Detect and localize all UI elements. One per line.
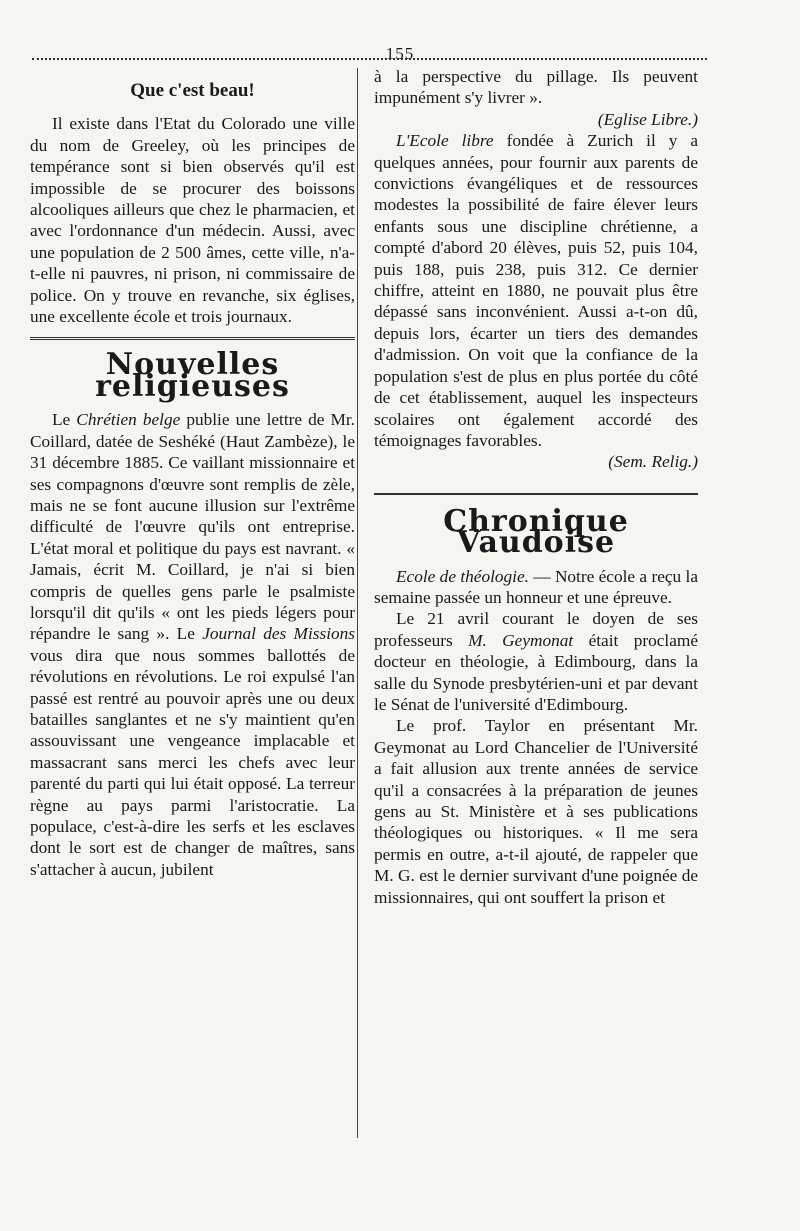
column-divider — [357, 68, 358, 1138]
article-geymonat — [374, 608, 698, 715]
article-ecole-theologie — [374, 566, 698, 609]
title-ecole-theologie: Ecole de théologie. — [396, 566, 529, 586]
heading-chronique-vaudoise: Chronique Vaudoise — [443, 503, 629, 561]
left-column — [30, 66, 355, 880]
attribution-sem-relig: (Sem. Relig.) — [608, 452, 698, 472]
text-run: vous dira que nous sommes ballottés de révolutions en révolutions. Le roi expulsé l'an passé est rentré au pouvoir après une ou deux batailles sanglantes et ne s'y maintient qu'en assouvissant une vengeance implacable et massacrant sans merci les chefs avec leur parenté du parti qui lui était opposé. La terreur règne au pays parmi l'aristocratie. La populace, c'est-à-dire les serfs et les esclaves dont le sort est de changer de maîtres, sans s'attacher à aucun, jubilent — [30, 645, 355, 879]
section-rule — [30, 337, 355, 340]
article-taylor: Le prof. Taylor en présentant Mr. Geymonat au Lord Chancelier de l'Université a fait allusion aux trente années de service qu'il a consacrées à la préparation de jeunes gens au St. Ministère et à ses publications théologiques ou historiques. « Il me sera permis en outre, a-t-il ajouté, de rappeler que M. G. est le dernier survivant d'une poignée de missionnaires, qui ont souffert la prison et — [374, 716, 698, 907]
article-ecole-libre — [374, 130, 698, 451]
title-ecole-libre: L'Ecole libre — [396, 131, 494, 151]
attribution-eglise-libre: (Eglise Libre.) — [597, 109, 698, 129]
article-greeley: Il existe dans l'Etat du Colorado une ville du nom de Greeley, où les principes de tempérance sont si bien observés qu'il est impossible de se procurer des boissons alcooliques ailleurs que chez le pharmacien, et avec l'ordonnance d'un médecin. Aussi, avec une population de 2 500 âmes, cette ville, n'a-t-elle ni pauvres, ni prison, ni commissaire de police. On y trouve en revanche, six églises, une excellente école et trois journaux. — [30, 114, 355, 327]
text-run: Le 21 avril courant le doyen de ses professeurs — [374, 609, 698, 650]
article-coillard — [30, 409, 355, 880]
text-run: — Notre école a reçu la semaine passée un honneur et une épreuve. — [374, 566, 698, 607]
text-run: Le — [52, 410, 77, 430]
heading-que-cest-beau: Que c'est beau! — [130, 80, 255, 101]
text-run: publie une lettre de Mr. Coillard, datée de Seshéké (Haut Zambèze), le 31 décembre 1885. Ce vaillant missionnaire et ses compagnons d'œuvre sont remplis de zèle, mais ne se font aucune illusion sur l'extrême difficulté de l'œuvre qu'ils ont entreprise. L'état moral et politique du pays est navrant. « Jamais, écrit M. Coillard, je n'ai si bien compris de quelles gens parle le psalmiste lorsqu'il dit qu'ils « ont les pieds légers pour répandre le sang ». Le — [30, 410, 356, 644]
name-geymonat: M. Geymonat — [468, 630, 574, 650]
section-rule-right — [374, 493, 698, 495]
source-chretien-belge: Chrétien belge — [76, 410, 181, 430]
right-column — [374, 66, 698, 908]
text-run: était proclamé docteur en théologie, à Edimbourg, dans la salle du Synode presbytérien-uni et par devant le Sénat de l'université d'Edimbourg. — [374, 630, 698, 714]
heading-nouvelles-religieuses: Nouvelles religieuses — [95, 347, 290, 404]
page-number: 155 — [385, 44, 415, 63]
text-run: fondée à Zurich il y a quelques années, pour fournir aux parents de convictions évangéliques et de ressources modestes la possibilité de faire élever leurs enfants sous une discipline chrétienne, a compté d'abord 20 élèves, puis 52, puis 104, puis 188, puis 238, puis 312. Ce dernier chiffre, atteint en 1880, ne pouvait plus être dépassé sans inconvénient. Aussi a-t-on dû, depuis lors, écarter un tiers des demandes d'admission. On voit que la confiance de la population s'est de plus en plus portée du côté de cet établissement, auquel les inspecteurs scolaires ont également accordé des témoignages favorables. — [374, 131, 698, 450]
article-coillard-continued: à la perspective du pillage. Ils peuvent impunément s'y livrer ». — [374, 67, 698, 108]
source-journal-missions: Journal des Missions — [202, 624, 355, 644]
